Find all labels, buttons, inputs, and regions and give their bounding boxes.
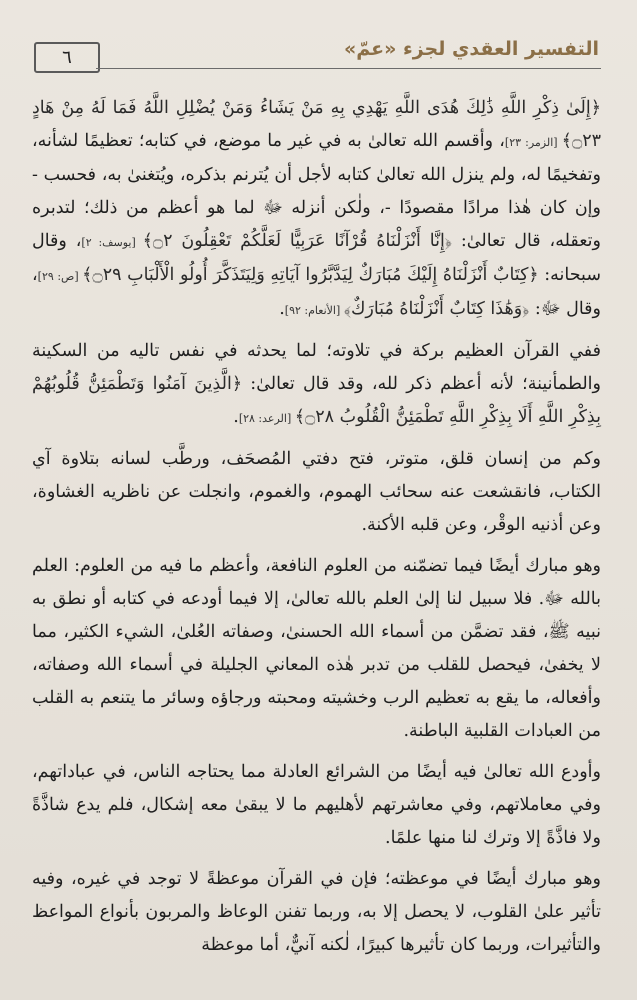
verse-reference: [الأنعام: ٩٢] (284, 304, 344, 317)
paragraph (32, 335, 601, 435)
paragraph (32, 550, 601, 748)
quran-verse: ﴿كِتَابٌ أَنْزَلْنَاهُ إِلَيْكَ مُبَارَكٌ لِيَدَّبَّرُوا آيَاتِهِ وَلِيَتَذَكَّرَ أُولُو الْأَلْبَابِ ۝٢٩﴾ (82, 265, 539, 285)
body-text (32, 92, 601, 962)
page-shadow (0, 970, 637, 1000)
verse-reference: [ص: ٢٩] (37, 270, 83, 283)
quran-verse: ﴿وَهَٰذَا كِتَابٌ أَنْزَلْنَاهُ مُبَارَكٌ﴾ (343, 299, 530, 319)
paragraph-text: ، وقال سبحانه: (32, 231, 601, 285)
paragraph-text: ، وأقسم الله تعالىٰ به في غير ما موضع، في كتابه؛ تعظيمًا لشأنه، وتفخيمًا له، ولم ينزل الله تعالىٰ كتابه لأجل أن يُترنم بذكره، ويُتغنىٰ به، فحسب - وإن كان هٰذا مرادًا مقصودًا -، ولٰكن أنزله ﷻ لما هو أعظم من ذلك؛ لتدبره وتعقله، قال تعالىٰ: (32, 131, 601, 251)
header-rule (96, 68, 601, 69)
paragraph-text: . (233, 407, 239, 427)
paragraph (32, 443, 601, 542)
paragraph (32, 863, 601, 962)
quran-verse: ﴿الَّذِينَ آمَنُوا وَتَطْمَئِنُّ قُلُوبُهُمْ بِذِكْرِ اللَّهِ أَلَا بِذِكْرِ اللَّهِ تَطْمَئِنُّ الْقُلُوبُ ۝٢٨﴾ (32, 374, 601, 427)
paragraph-text: . (279, 299, 285, 319)
verse-reference: [يوسف: ٢] (81, 236, 143, 249)
paragraph-text: ففي القرآن العظيم بركة في تلاوته؛ لما يحدثه في نفس تاليه من السكينة والطمأنينة؛ لأنه أعظم ذكر لله، وقد قال تعالىٰ: (32, 341, 601, 394)
paragraph (32, 756, 601, 855)
paragraph (32, 92, 601, 327)
quran-verse: ﴿إِنَّا أَنْزَلْنَاهُ قُرْآنًا عَرَبِيًّا لَعَلَّكُمْ تَعْقِلُونَ ۝٢﴾ (142, 231, 453, 251)
running-title: التفسير العقدي لجزء «عمّ» (343, 38, 599, 60)
verse-reference: [الرعد: ٢٨] (238, 412, 295, 425)
paragraph-text: وكم من إنسان قلق، متوتر، فتح دفتي المُصحَف، ورطَّب لسانه بتلاوة آي الكتاب، فانقشعت عنه سحائب الهموم، والغموم، وانجلت عن ناظريه الغشاوة، وعن أذنيه الوقْر، وعن قلبه الأكنة. (32, 449, 601, 535)
page-header (34, 30, 601, 74)
paragraph-text: وهو مبارك أيضًا فيما تضمّنه من العلوم النافعة، وأعظم ما فيه من العلوم: العلم بالله ﷻ. فلا سبيل لنا إلىٰ العلم بالله تعالىٰ، إلا فيما أودعه في كتابه أو نطق به نبيه ﷺ، فقد تضمَّن من أسماء الله الحسنىٰ، وصفاته العُلىٰ، الشيء الكثير، مما لا يخفىٰ، فيحصل للقلب من تدبر هٰذه المعاني الجليلة في أسماء الله وصفاته، وأفعاله، ما يقع به تعظيم الرب وخشيته ومحبته ورجاؤه وسائر ما يتنعم به القلب من العبادات القلبية الباطنة. (32, 556, 601, 741)
quran-verse: ﴿إِلَىٰ ذِكْرِ اللَّهِ ذَٰلِكَ هُدَى اللَّهِ يَهْدِي بِهِ مَنْ يَشَاءُ وَمَنْ يُضْلِلِ اللَّهُ فَمَا لَهُ مِنْ هَادٍ ۝٢٣﴾ (32, 98, 601, 151)
verse-reference: [الزمر: ٢٣] (504, 136, 562, 149)
paragraph-text: وهو مبارك أيضًا في موعظته؛ فإن في القرآن موعظةً لا توجد في غيره، وفيه تأثير علىٰ القلوب، لا يحصل إلا به، وربما تفنن الوعاظ والمربون بأنواع المواعظ والتأثيرات، وربما كان تأثيرها كبيرًا، لٰكنه آنيٌّ، أما موعظة (32, 869, 601, 955)
page-number: ٦ (34, 42, 100, 73)
paragraph-text: وأودع الله تعالىٰ فيه أيضًا من الشرائع العادلة مما يحتاجه الناس، في عباداتهم، وفي معاملاتهم، وفي معاشرتهم لأهليهم ما لا يبقىٰ معه إشكال، فلم يدع شاذَّةً ولا فاذَّةً إلا وترك لنا منها علمًا. (32, 762, 601, 848)
paragraph-text: ، وقال ﷻ: (32, 265, 601, 319)
